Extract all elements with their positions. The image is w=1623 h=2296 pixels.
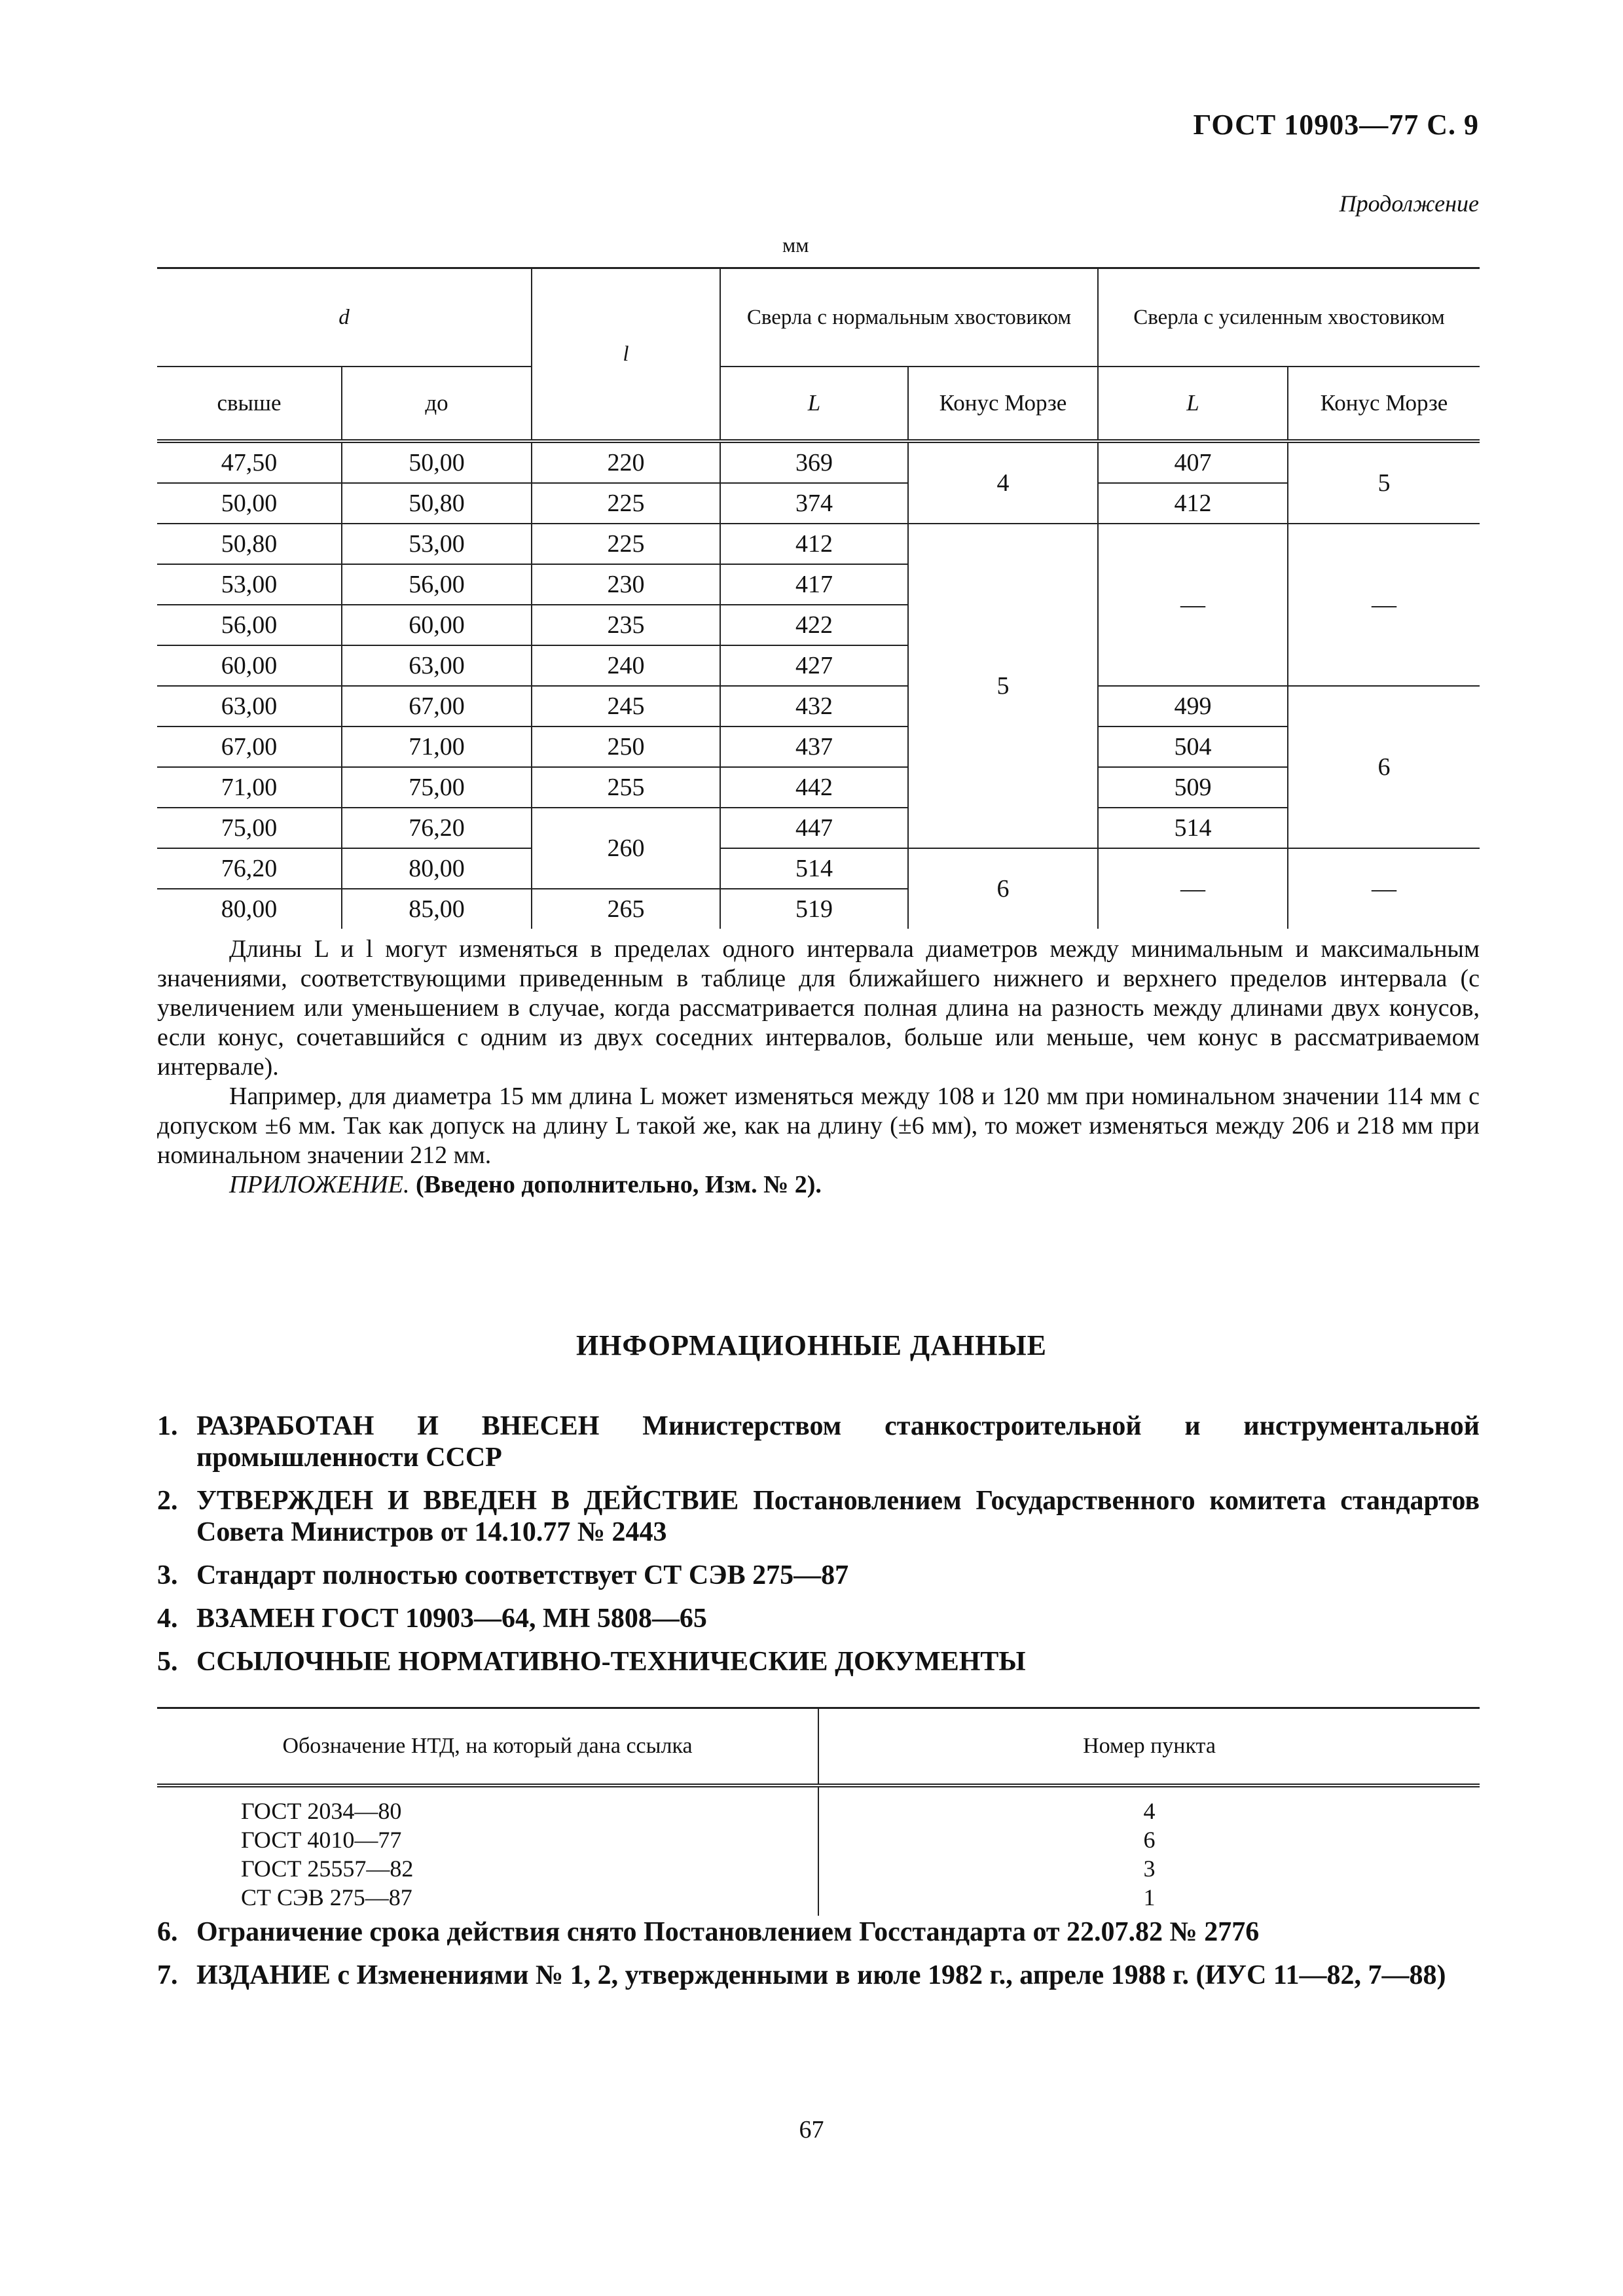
cell-l: 220 <box>532 441 720 483</box>
cell-to: 85,00 <box>342 889 532 929</box>
info-item <box>157 1916 1480 1948</box>
info-item-number: 7. <box>157 1960 178 1990</box>
cell-to: 67,00 <box>342 686 532 726</box>
cell-l: 255 <box>532 767 720 808</box>
header-morse-normal: Конус Морзе <box>908 367 1098 441</box>
info-item-text: РАЗРАБОТАН И ВНЕСЕН Министерством станкостроительной и инструментальной промышленности СССР <box>196 1411 1480 1473</box>
table-header-row <box>157 268 1480 367</box>
ref-document: ГОСТ 4010—77 <box>241 1827 402 1853</box>
header-normal-shank: Сверла с нормальным хвостовиком <box>720 268 1098 367</box>
cell-morse: 4 <box>908 441 1098 524</box>
documents-column <box>157 1785 818 1916</box>
reference-documents-table <box>157 1707 1480 1916</box>
header-l: l <box>532 268 720 442</box>
cell-l: 230 <box>532 564 720 605</box>
cell-L-reinforced: 504 <box>1098 726 1288 767</box>
cell-over: 63,00 <box>157 686 342 726</box>
header-d: d <box>157 268 532 367</box>
cell-L: 369 <box>720 441 908 483</box>
ref-item-number: 6 <box>1143 1827 1156 1853</box>
table-row <box>157 1785 1480 1916</box>
units-label: мм <box>782 233 809 257</box>
info-item <box>157 1960 1480 1991</box>
cell-l: 260 <box>532 808 720 889</box>
page-header: ГОСТ 10903—77 С. 9 <box>1193 109 1479 141</box>
table-subheader-row <box>157 367 1480 441</box>
cell-L-reinforced: 412 <box>1098 483 1288 524</box>
note-paragraph-example: Например, для диаметра 15 мм длина L может изменяться между 108 и 120 мм при номинальном значении 114 мм с допуском ±6 мм. Так как допуск на длину L такой же, как на длину (±6 мм), то может изменяться между 206 и 218 мм при номинальном значении 212 мм. <box>157 1083 1480 1169</box>
cell-L-reinforced: 509 <box>1098 767 1288 808</box>
header-L-reinforced: L <box>1098 367 1288 441</box>
cell-L: 519 <box>720 889 908 929</box>
item-numbers-column <box>818 1785 1480 1916</box>
info-item <box>157 1485 1480 1548</box>
ref-document: ГОСТ 2034—80 <box>241 1798 402 1824</box>
cell-over: 50,00 <box>157 483 342 524</box>
cell-L: 422 <box>720 605 908 645</box>
cell-over: 80,00 <box>157 889 342 929</box>
cell-L-reinforced-dash: — <box>1098 524 1288 686</box>
info-item-number: 4. <box>157 1604 178 1634</box>
cell-L: 442 <box>720 767 908 808</box>
ref-item-number: 4 <box>1143 1798 1156 1824</box>
cell-to: 56,00 <box>342 564 532 605</box>
cell-to: 50,80 <box>342 483 532 524</box>
cell-to: 60,00 <box>342 605 532 645</box>
info-item-number: 3. <box>157 1560 178 1590</box>
cell-L: 447 <box>720 808 908 848</box>
info-item-number: 5. <box>157 1647 178 1677</box>
info-item-text: УТВЕРЖДЕН И ВВЕДЕН В ДЕЙСТВИЕ Постановлением Государственного комитета стандартов Совета Министров от 14.10.77 № 2443 <box>196 1486 1480 1547</box>
table-row <box>157 726 1480 767</box>
header-document: Обозначение НТД, на который дана ссылка <box>157 1708 818 1786</box>
cell-to: 50,00 <box>342 441 532 483</box>
ref-item-number: 1 <box>1143 1884 1156 1910</box>
header-reinforced-shank: Сверла с усиленным хвостовиком <box>1098 268 1480 367</box>
drill-dimensions-table <box>157 267 1480 929</box>
cell-L: 427 <box>720 645 908 686</box>
cell-over: 53,00 <box>157 564 342 605</box>
cell-over: 71,00 <box>157 767 342 808</box>
cell-L: 417 <box>720 564 908 605</box>
cell-over: 60,00 <box>157 645 342 686</box>
note-appendix <box>157 1170 1480 1200</box>
cell-morse-reinforced-dash: — <box>1288 524 1480 686</box>
cell-over: 50,80 <box>157 524 342 564</box>
continuation-label: Продолжение <box>1339 190 1479 217</box>
cell-l: 235 <box>532 605 720 645</box>
cell-to: 71,00 <box>342 726 532 767</box>
info-item <box>157 1560 1480 1591</box>
cell-morse: 5 <box>908 524 1098 848</box>
note-paragraph-lengths: Длины L и l могут изменяться в пределах одного интервала диаметров между минимальным и максимальным значениями, соответствующими приведенным в таблице для ближайшего нижнего и верхнего пределов интервала (с увеличением или уменьшением в случае, когда рассматривается полная длина на разность между длинами двух конусов, если конус, сочетавшийся с одним из двух соседних интервалов, больше или меньше, чем конус в рассматриваемом интервале). <box>157 935 1480 1081</box>
cell-L-reinforced: 499 <box>1098 686 1288 726</box>
table-row <box>157 441 1480 483</box>
header-to: до <box>342 367 532 441</box>
info-item <box>157 1603 1480 1634</box>
header-morse-reinforced: Конус Морзе <box>1288 367 1480 441</box>
cell-L: 432 <box>720 686 908 726</box>
cell-to: 76,20 <box>342 808 532 848</box>
cell-l: 240 <box>532 645 720 686</box>
table-row <box>157 686 1480 726</box>
cell-L: 437 <box>720 726 908 767</box>
page-number: 67 <box>799 2116 824 2144</box>
info-item-text: ВЗАМЕН ГОСТ 10903—64, МН 5808—65 <box>196 1604 707 1634</box>
cell-l: 265 <box>532 889 720 929</box>
cell-over: 75,00 <box>157 808 342 848</box>
table-row <box>157 848 1480 889</box>
cell-morse: 6 <box>908 848 1098 929</box>
info-item <box>157 1646 1480 1677</box>
info-item <box>157 1410 1480 1473</box>
cell-l: 225 <box>532 524 720 564</box>
cell-l: 225 <box>532 483 720 524</box>
cell-L: 412 <box>720 524 908 564</box>
header-L-normal: L <box>720 367 908 441</box>
cell-L-reinforced: 407 <box>1098 441 1288 483</box>
cell-morse-reinforced-dash: — <box>1288 848 1480 929</box>
info-item-text: ИЗДАНИЕ с Изменениями № 1, 2, утвержденными в июле 1982 г., апреле 1988 г. (ИУС 11—82, 7—88) <box>196 1960 1446 1990</box>
cell-L-reinforced-dash: — <box>1098 848 1288 929</box>
info-item-text: ССЫЛОЧНЫЕ НОРМАТИВНО-ТЕХНИЧЕСКИЕ ДОКУМЕНТЫ <box>196 1647 1026 1677</box>
header-over: свыше <box>157 367 342 441</box>
appendix-label: ПРИЛОЖЕНИЕ. <box>229 1171 410 1198</box>
table-row <box>157 767 1480 808</box>
appendix-note: (Введено дополнительно, Изм. № 2). <box>415 1171 822 1198</box>
cell-over: 47,50 <box>157 441 342 483</box>
table-row <box>157 524 1480 564</box>
info-list <box>157 1410 1480 1689</box>
cell-to: 80,00 <box>342 848 532 889</box>
ref-item-number: 3 <box>1143 1856 1156 1882</box>
cell-L-reinforced: 514 <box>1098 808 1288 848</box>
info-item-number: 2. <box>157 1486 178 1516</box>
cell-to: 75,00 <box>342 767 532 808</box>
cell-over: 76,20 <box>157 848 342 889</box>
info-list-continued <box>157 1916 1480 2003</box>
info-section-title: ИНФОРМАЦИОННЫЕ ДАННЫЕ <box>575 1329 1048 1361</box>
cell-L: 514 <box>720 848 908 889</box>
cell-to: 63,00 <box>342 645 532 686</box>
info-item-number: 6. <box>157 1917 178 1947</box>
info-item-text: Ограничение срока действия снято Постановлением Госстандарта от 22.07.82 № 2776 <box>196 1917 1260 1947</box>
cell-to: 53,00 <box>342 524 532 564</box>
ref-document: СТ СЭВ 275—87 <box>241 1884 412 1910</box>
cell-over: 67,00 <box>157 726 342 767</box>
cell-l: 250 <box>532 726 720 767</box>
cell-morse-reinforced: 6 <box>1288 686 1480 848</box>
info-item-number: 1. <box>157 1411 178 1441</box>
table-header-row <box>157 1708 1480 1786</box>
cell-over: 56,00 <box>157 605 342 645</box>
table-row <box>157 808 1480 848</box>
ref-document: ГОСТ 25557—82 <box>241 1856 414 1882</box>
notes-text <box>157 935 1480 1200</box>
table-row <box>157 483 1480 524</box>
header-item-number: Номер пункта <box>818 1708 1480 1786</box>
cell-l: 245 <box>532 686 720 726</box>
cell-morse-reinforced: 5 <box>1288 441 1480 524</box>
info-item-text: Стандарт полностью соответствует СТ СЭВ 275—87 <box>196 1560 849 1590</box>
cell-L: 374 <box>720 483 908 524</box>
